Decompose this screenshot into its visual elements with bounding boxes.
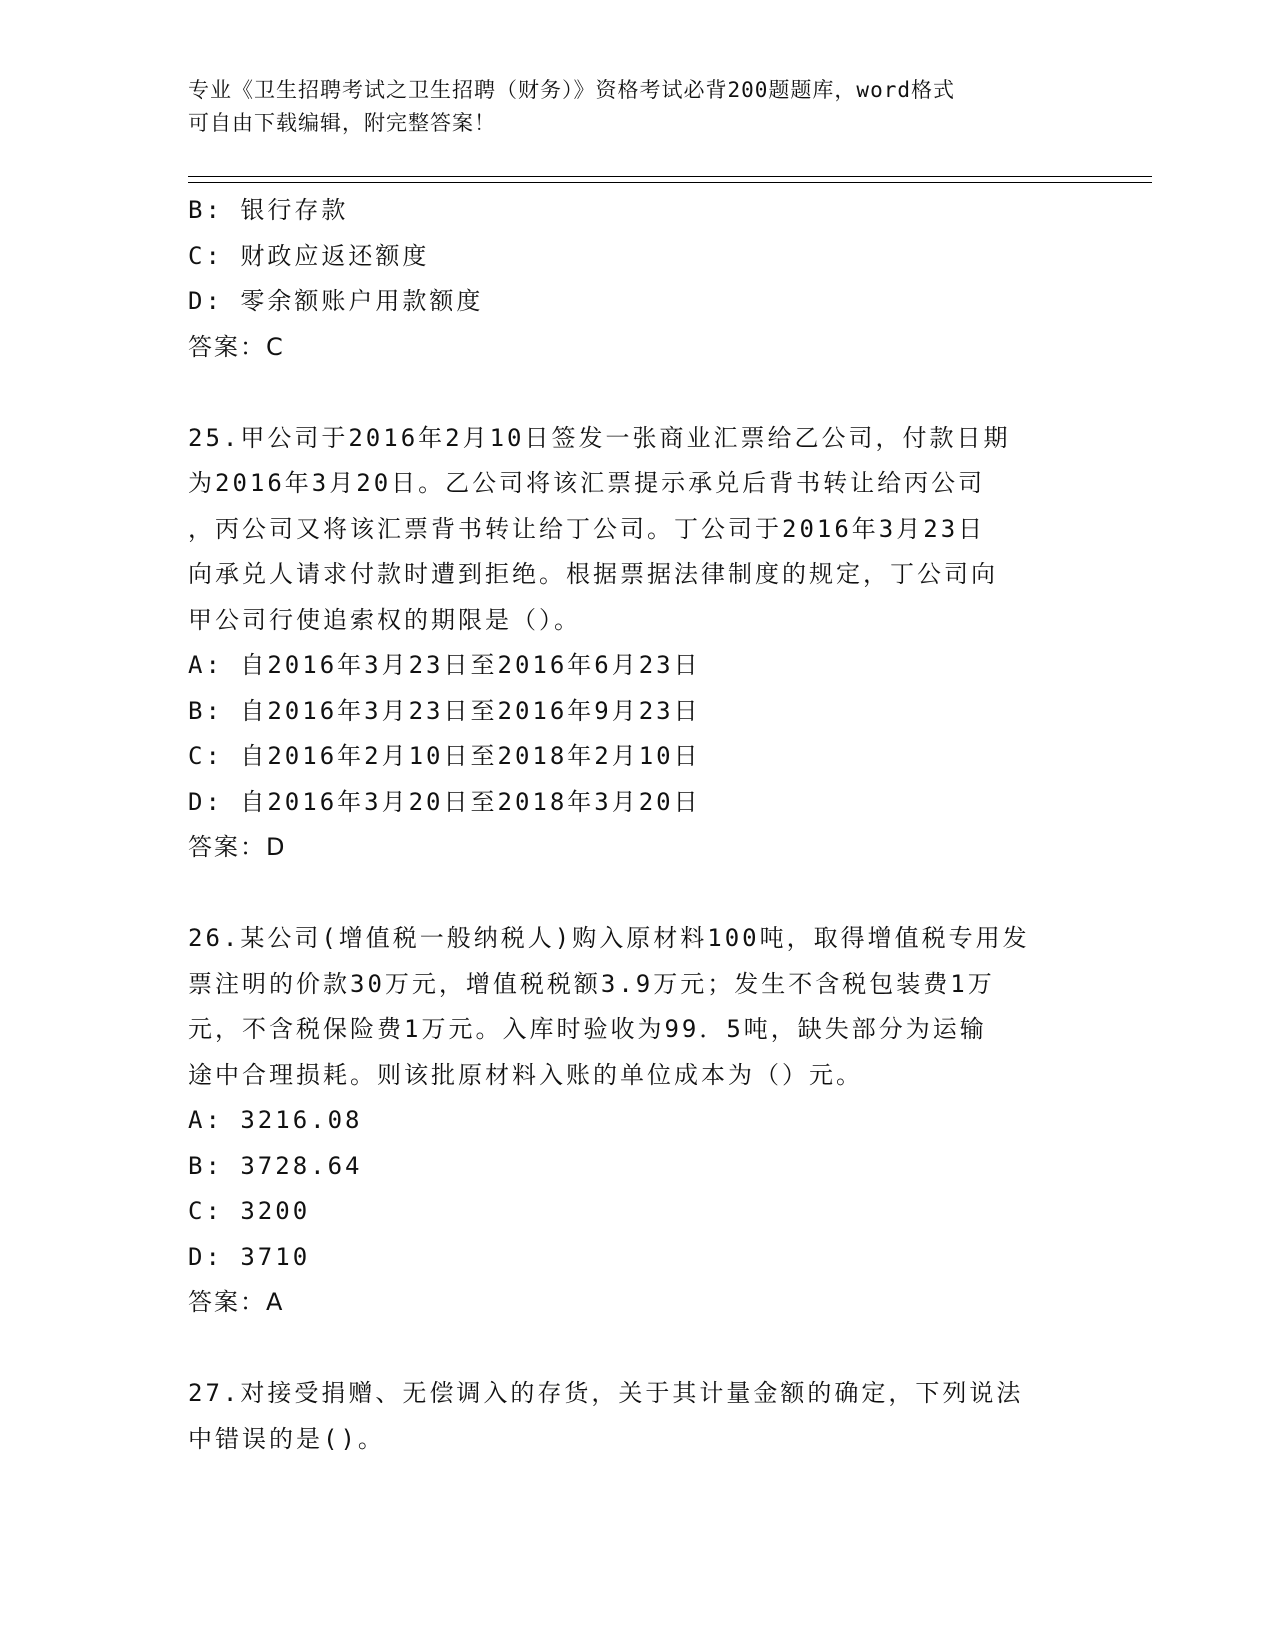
header-line-2: 可自由下载编辑，附完整答案！ [188,111,496,135]
question-text-line: 26.某公司(增值税一般纳税人)购入原材料100吨，取得增值税专用发 [188,924,1030,952]
spacer [188,370,1088,416]
option-b: B: 自2016年3月23日至2016年9月23日 [188,696,701,725]
header-divider-top [188,176,1152,177]
prev-question [188,188,1088,370]
question-text-line: 途中合理损耗。则该批原材料入账的单位成本为（）元。 [188,1060,863,1089]
header-divider-bottom [188,182,1152,183]
option-b: B: 3728.64 [188,1151,363,1180]
header-line-1: 专业《卫生招聘考试之卫生招聘（财务）》资格考试必背200题题库，word格式 [188,78,955,102]
question-text-line: ，丙公司又将该汇票背书转让给丁公司。丁公司于2016年3月23日 [188,514,986,543]
option-a: A: 自2016年3月23日至2016年6月23日 [188,651,701,679]
question-text-line: 25.甲公司于2016年2月10日签发一张商业汇票给乙公司，付款日期 [188,423,1011,452]
option-d: D: 自2016年3月20日至2018年3月20日 [188,787,701,816]
question-text-line: 中错误的是()。 [188,1424,385,1453]
question-text-line: 为2016年3月20日。乙公司将该汇票提示承兑后背书转让给丙公司 [188,469,986,497]
question-27 [188,1371,1088,1462]
question-text-line: 甲公司行使追索权的期限是（）。 [188,605,581,634]
option-c: C: 自2016年2月10日至2018年2月10日 [188,742,701,770]
answer: 答案：A [188,1288,285,1316]
option-d: D: 零余额账户用款额度 [188,287,484,315]
question-content [188,188,1088,1462]
question-25 [188,416,1088,871]
option-d: D: 3710 [188,1242,311,1271]
option-c: C: 财政应返还额度 [188,241,430,270]
answer: 答案：D [188,833,287,861]
spacer [188,871,1088,917]
document-header [188,74,1068,140]
question-text-line: 27.对接受捐赠、无偿调入的存货，关于其计量金额的确定，下列说法 [188,1379,1024,1407]
spacer [188,1326,1088,1372]
option-c: C: 3200 [188,1197,311,1225]
option-b: B: 银行存款 [188,196,349,224]
option-a: A: 3216.08 [188,1106,363,1134]
question-text-line: 元，不含税保险费1万元。入库时验收为99．5吨，缺失部分为运输 [188,1015,987,1043]
question-text-line: 向承兑人请求付款时遭到拒绝。根据票据法律制度的规定，丁公司向 [188,560,998,588]
question-26 [188,916,1088,1326]
answer: 答案：C [188,332,285,361]
question-text-line: 票注明的价款30万元，增值税税额3.9万元；发生不含税包装费1万 [188,969,995,998]
